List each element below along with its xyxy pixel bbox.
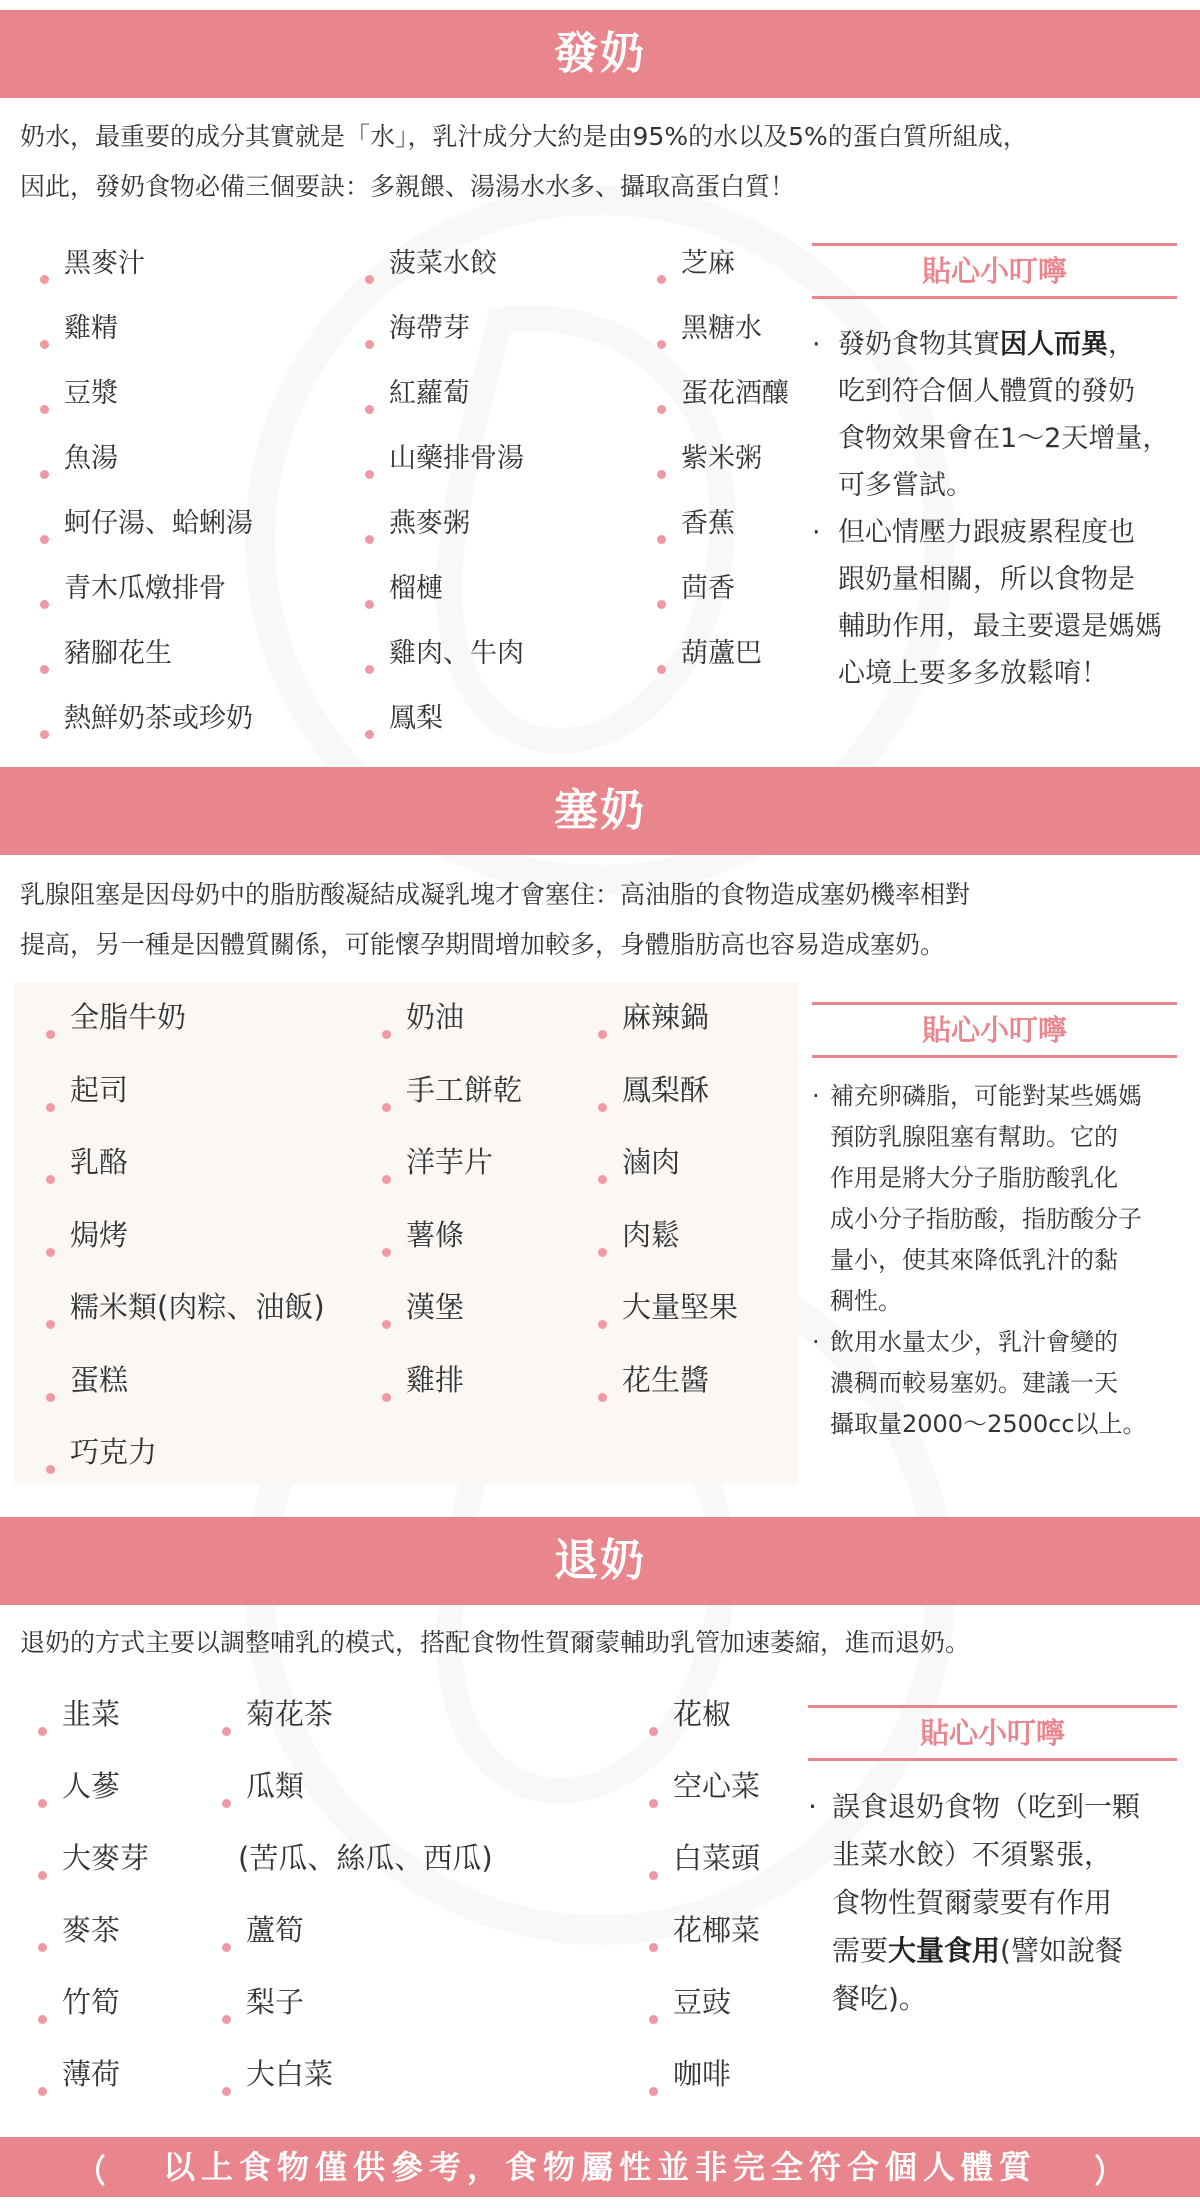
food-list-col2	[382, 999, 522, 1434]
tip-paragraph: · 補充卵磷脂，可能對某些媽媽 預防乳腺阻塞有幫助。它的 作用是將大分子脂肪酸乳化 成小分子指肪酸，指肪酸分子 量小，使其來降低乳汁的黏 稠性。	[812, 1076, 1177, 1322]
tip-bullet: ·	[812, 1082, 820, 1110]
bullet-dot	[222, 1799, 231, 1808]
list-item: 菠菜水餃	[365, 247, 524, 312]
bullet-dot	[598, 1175, 607, 1184]
section-title: 退奶	[554, 1535, 646, 1586]
tip-bullet: ·	[812, 1328, 820, 1356]
bullet-dot	[365, 535, 374, 544]
tip-paragraph: · 誤食退奶食物（吃到一顆 韭菜水餃）不須緊張， 食物性賀爾蒙要有作用 需要大量食用(譬如說餐 餐吃)。	[808, 1783, 1177, 2023]
list-item-note: (苦瓜、絲瓜、西瓜)	[238, 1841, 493, 1875]
bullet-dot	[38, 2087, 47, 2096]
list-item: 大麥芽	[38, 1840, 149, 1912]
list-item: 山藥排骨湯	[365, 442, 524, 507]
list-item: 魚湯	[40, 442, 253, 507]
bullet-dot	[40, 470, 49, 479]
list-item: 糯米類(肉粽、油飯)	[46, 1289, 325, 1362]
list-item: 空心菜	[649, 1768, 760, 1840]
list-item: 蘆筍	[222, 1912, 493, 1984]
list-item: 韭菜	[38, 1696, 149, 1768]
list-item: 葫蘆巴	[657, 637, 789, 702]
tip-heading: 貼心小叮嚀	[812, 1002, 1177, 1058]
tip-body	[812, 321, 1177, 697]
list-item: 巧克力	[46, 1434, 325, 1507]
list-item: 蚵仔湯、蛤蜊湯	[40, 507, 253, 572]
tip-paragraph: · 飲用水量太少，乳汁會變的 濃稠而較易塞奶。建議一天 攝取量2000～2500cc以上。	[812, 1322, 1177, 1445]
intro-line: 退奶的方式主要以調整哺乳的模式，搭配食物性賀爾蒙輔助乳管加速萎縮，進而退奶。	[20, 1628, 971, 1657]
intro-line: 乳腺阻塞是因母奶中的脂肪酸凝結成凝乳塊才會塞住：高油脂的食物造成塞奶機率相對	[20, 880, 971, 909]
list-item: 手工餅乾	[382, 1072, 522, 1145]
bullet-dot	[657, 535, 666, 544]
list-item: 咖啡	[649, 2056, 760, 2128]
bullet-dot	[657, 405, 666, 414]
bullet-dot	[38, 1871, 47, 1880]
list-item: 雞排	[382, 1362, 522, 1435]
bullet-dot	[598, 1248, 607, 1257]
bullet-dot	[46, 1030, 55, 1039]
tip-paragraph: · 發奶食物其實因人而異， 吃到符合個人體質的發奶 食物效果會在1～2天增量， 可多嘗試。	[812, 321, 1177, 509]
bullet-dot	[382, 1103, 391, 1112]
bullet-dot	[222, 1943, 231, 1952]
right-bracket-decoration	[1058, 2147, 1104, 2193]
list-item: 竹筍	[38, 1984, 149, 2056]
list-item: 花生醬	[598, 1362, 738, 1435]
bullet-dot	[40, 535, 49, 544]
bullet-dot	[657, 665, 666, 674]
bullet-dot	[365, 340, 374, 349]
list-item: 麥茶	[38, 1912, 149, 1984]
bullet-dot	[649, 1799, 658, 1808]
bullet-dot	[46, 1248, 55, 1257]
list-item: 燕麥粥	[365, 507, 524, 572]
list-item: 花椒	[649, 1696, 760, 1768]
section-banner-weaning	[0, 1517, 1200, 1605]
list-item: 蛋花酒釀	[657, 377, 789, 442]
food-list-col1	[46, 999, 325, 1507]
list-item: 滷肉	[598, 1144, 738, 1217]
tip-heading: 貼心小叮嚀	[808, 1705, 1177, 1761]
list-item: 香蕉	[657, 507, 789, 572]
food-list-col2	[365, 247, 524, 767]
list-item: 白菜頭	[649, 1840, 760, 1912]
list-item: 榴槤	[365, 572, 524, 637]
list-item: 焗烤	[46, 1217, 325, 1290]
tip-body	[812, 1076, 1177, 1445]
bullet-dot	[649, 1727, 658, 1736]
bullet-dot	[365, 730, 374, 739]
bullet-dot	[38, 2015, 47, 2024]
list-item: 豆漿	[40, 377, 253, 442]
tip-body	[808, 1783, 1177, 2023]
intro-line: 奶水，最重要的成分其實就是「水」，乳汁成分大約是由95%的水以及5%的蛋白質所組成，	[20, 122, 1028, 151]
bullet-dot	[382, 1320, 391, 1329]
bullet-dot	[382, 1175, 391, 1184]
list-item: 薯條	[382, 1217, 522, 1290]
bullet-dot	[222, 1727, 231, 1736]
bullet-dot	[40, 600, 49, 609]
food-list-col1	[38, 1696, 149, 2128]
bullet-dot	[657, 470, 666, 479]
list-item: 鳳梨	[365, 702, 524, 767]
tip-bullet: ·	[812, 329, 821, 360]
bullet-dot	[598, 1320, 607, 1329]
bullet-dot	[38, 1799, 47, 1808]
list-item: 黑麥汁	[40, 247, 253, 312]
list-item: 熱鮮奶茶或珍奶	[40, 702, 253, 767]
bullet-dot	[40, 665, 49, 674]
bullet-dot	[38, 1943, 47, 1952]
list-item: 花椰菜	[649, 1912, 760, 1984]
list-item: 黑糖水	[657, 312, 789, 377]
list-item: 大白菜	[222, 2056, 493, 2128]
list-item: 雞精	[40, 312, 253, 377]
bullet-dot	[222, 2087, 231, 2096]
bullet-dot	[382, 1393, 391, 1402]
section-intro	[20, 870, 1185, 970]
list-item: 起司	[46, 1072, 325, 1145]
bullet-dot	[222, 2015, 231, 2024]
section-title: 發奶	[554, 28, 646, 79]
bullet-dot	[365, 665, 374, 674]
list-item: 紅蘿蔔	[365, 377, 524, 442]
food-list-col3	[657, 247, 789, 702]
food-list-col1	[40, 247, 253, 767]
bullet-dot	[657, 340, 666, 349]
list-item: 芝麻	[657, 247, 789, 312]
bullet-dot	[46, 1465, 55, 1474]
section-title: 塞奶	[554, 785, 646, 836]
bullet-dot	[46, 1393, 55, 1402]
bullet-dot	[649, 2015, 658, 2024]
list-item: 豆豉	[649, 1984, 760, 2056]
list-item: 豬腳花生	[40, 637, 253, 702]
bullet-dot	[40, 730, 49, 739]
intro-line: 提高，另一種是因體質關係，可能懷孕期間增加較多，身體脂肪高也容易造成塞奶。	[20, 930, 946, 959]
bullet-dot	[365, 470, 374, 479]
section-intro	[20, 112, 1185, 212]
bullet-dot	[40, 275, 49, 284]
footer-disclaimer: 以上食物僅供參考，食物屬性並非完全符合個人體質	[162, 2148, 1037, 2186]
list-item: 梨子	[222, 1984, 493, 2056]
tip-box	[812, 1002, 1177, 1445]
list-item: 雞肉、牛肉	[365, 637, 524, 702]
list-item: 乳酪	[46, 1144, 325, 1217]
list-item: 茴香	[657, 572, 789, 637]
tip-bullet: ·	[808, 1790, 817, 1823]
list-item: 蛋糕	[46, 1362, 325, 1435]
bullet-dot	[657, 275, 666, 284]
bullet-dot	[365, 275, 374, 284]
list-item: 洋芋片	[382, 1144, 522, 1217]
list-item: 肉鬆	[598, 1217, 738, 1290]
bullet-dot	[40, 405, 49, 414]
bullet-dot	[649, 2087, 658, 2096]
list-item: 大量堅果	[598, 1289, 738, 1362]
bullet-dot	[46, 1103, 55, 1112]
list-item: 薄荷	[38, 2056, 149, 2128]
tip-bullet: ·	[812, 517, 821, 548]
bullet-dot	[46, 1175, 55, 1184]
list-item: 麻辣鍋	[598, 999, 738, 1072]
bullet-dot	[649, 1871, 658, 1880]
list-item: 紫米粥	[657, 442, 789, 507]
bullet-dot	[649, 1943, 658, 1952]
list-item: 海帶芽	[365, 312, 524, 377]
bullet-dot	[598, 1030, 607, 1039]
bullet-dot	[382, 1030, 391, 1039]
list-item: 人蔘	[38, 1768, 149, 1840]
tip-paragraph: · 但心情壓力跟疲累程度也 跟奶量相關，所以食物是 輔助作用，最主要還是媽媽 心境上要多多放鬆唷！	[812, 509, 1177, 697]
food-list-col3	[649, 1696, 760, 2128]
footer-banner	[0, 2137, 1200, 2197]
list-item: 瓜類	[222, 1768, 493, 1840]
tip-heading: 貼心小叮嚀	[812, 243, 1177, 299]
bullet-dot	[365, 600, 374, 609]
bullet-dot	[46, 1320, 55, 1329]
section-banner-blocked	[0, 767, 1200, 855]
tip-box	[808, 1705, 1177, 2023]
list-item: 奶油	[382, 999, 522, 1072]
bullet-dot	[40, 340, 49, 349]
list-item: 青木瓜燉排骨	[40, 572, 253, 637]
bullet-dot	[598, 1393, 607, 1402]
bullet-dot	[365, 405, 374, 414]
list-item: 鳳梨酥	[598, 1072, 738, 1145]
food-list-col2	[222, 1696, 493, 2128]
list-item: 漢堡	[382, 1289, 522, 1362]
bullet-dot	[657, 600, 666, 609]
list-item: 全脂牛奶	[46, 999, 325, 1072]
bullet-dot	[382, 1248, 391, 1257]
list-item: 菊花茶	[222, 1696, 493, 1768]
tip-box	[812, 243, 1177, 697]
bullet-dot	[38, 1727, 47, 1736]
section-intro	[20, 1618, 1185, 1668]
section-banner-lactation	[0, 10, 1200, 98]
bullet-dot	[598, 1103, 607, 1112]
intro-line: 因此，發奶食物必備三個要訣：多親餵、湯湯水水多、攝取高蛋白質！	[20, 172, 796, 201]
food-list-col3	[598, 999, 738, 1434]
